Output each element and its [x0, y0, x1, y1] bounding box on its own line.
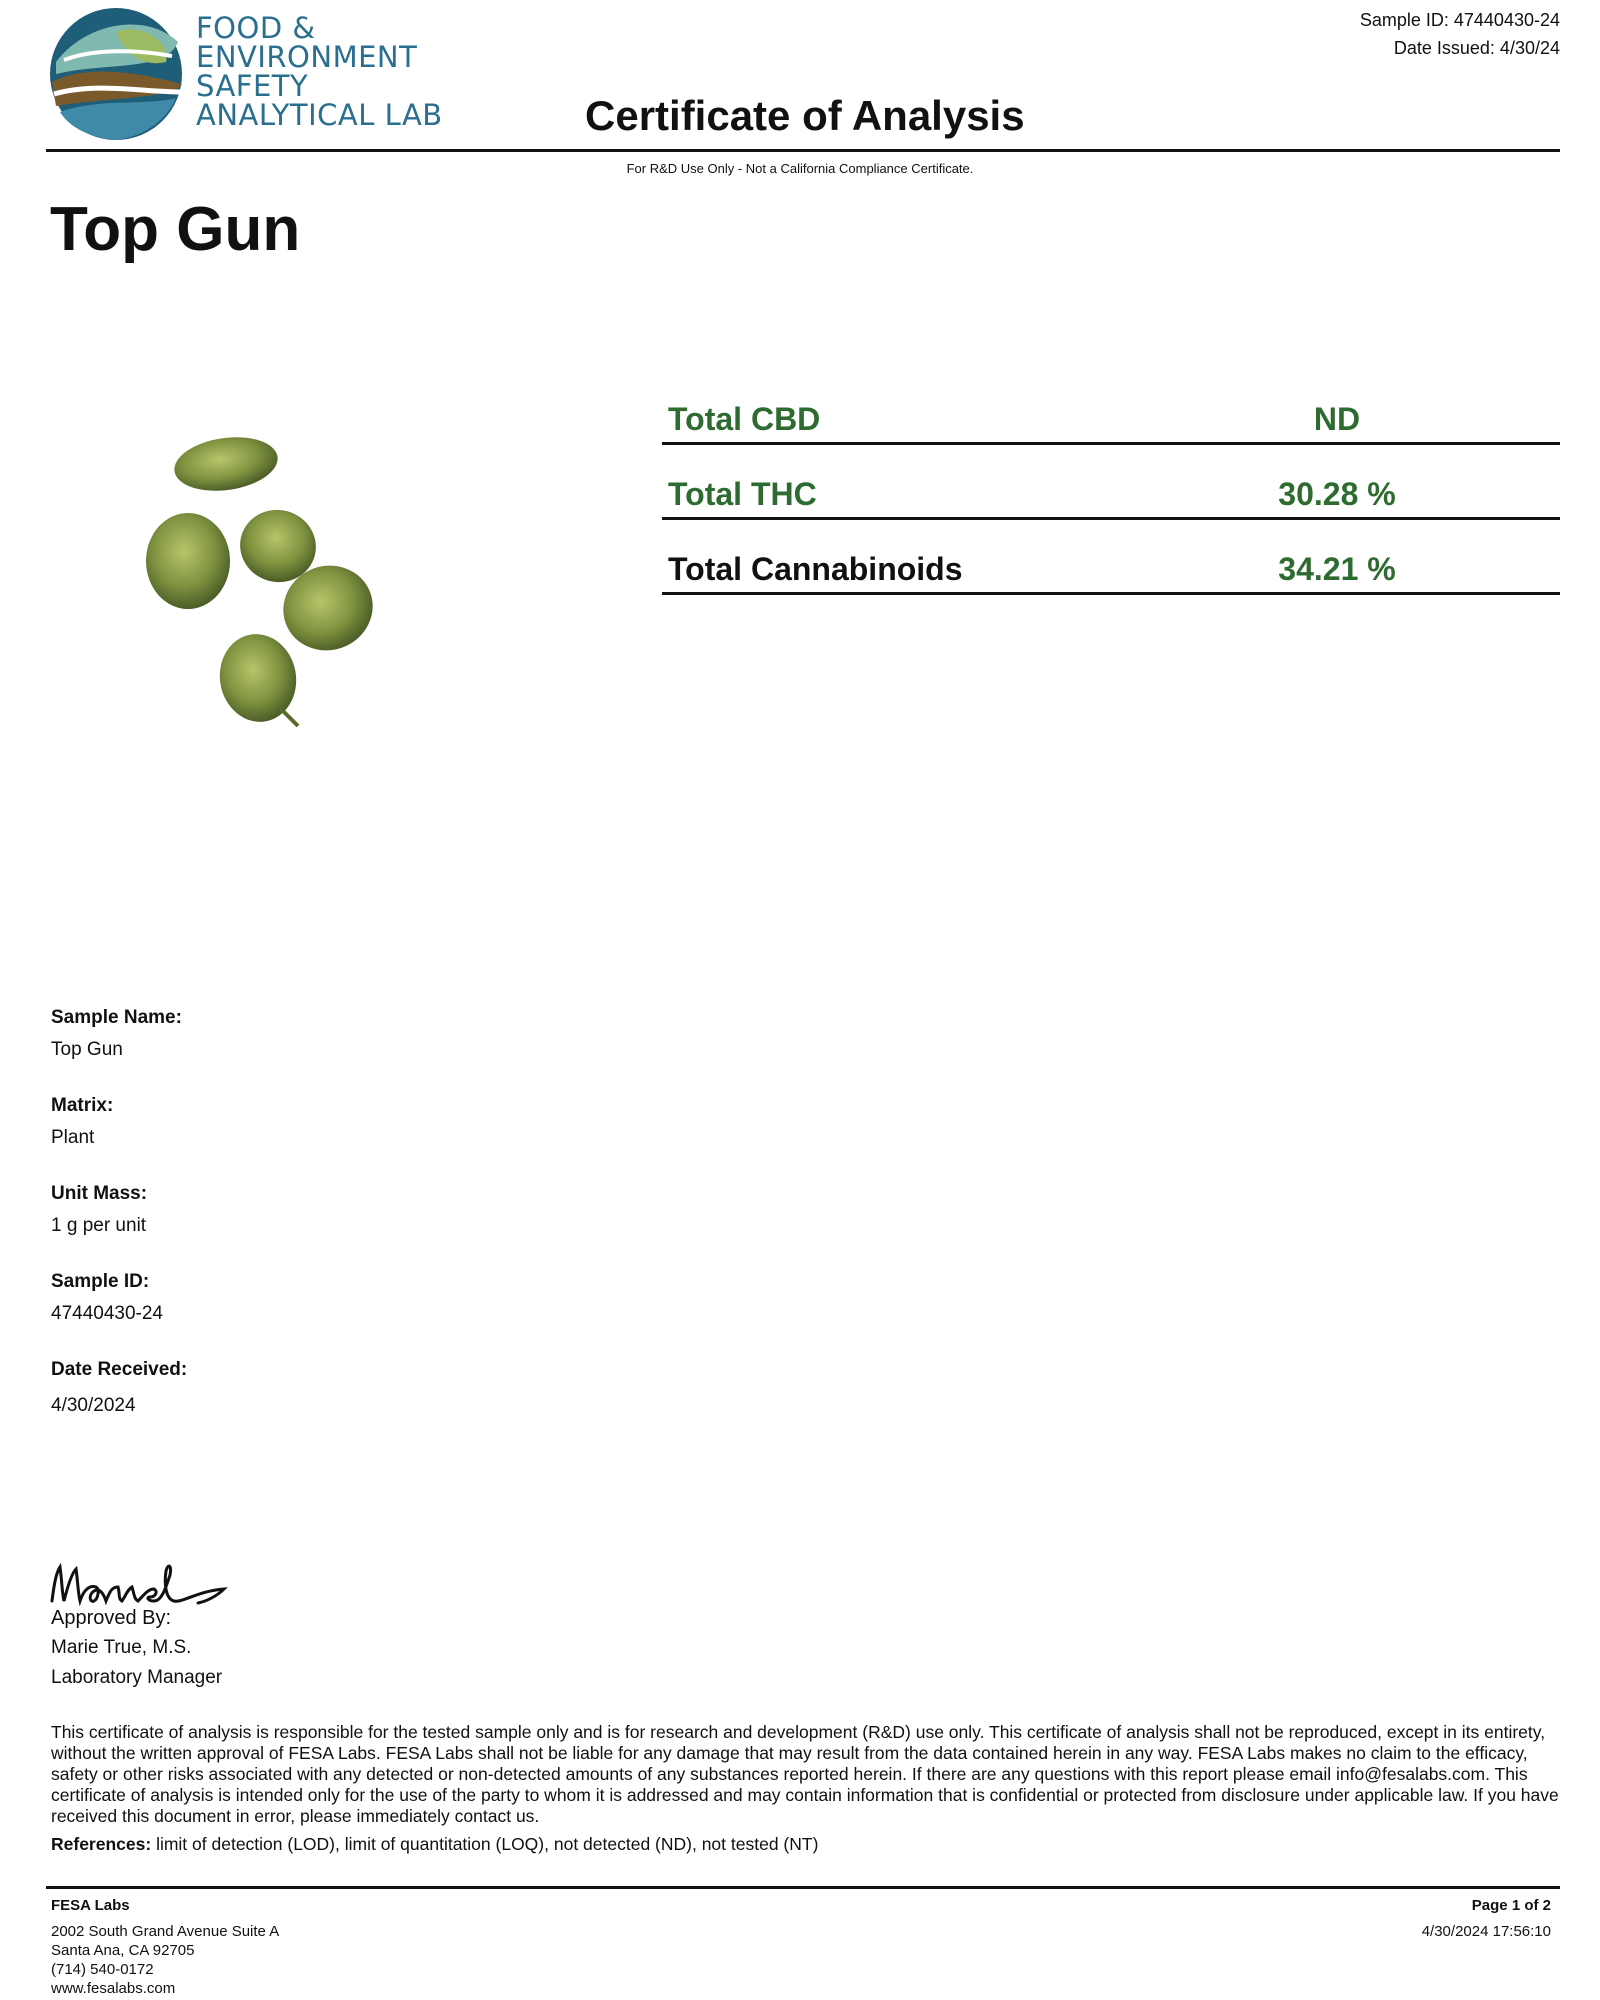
info-value: Top Gun	[51, 1039, 123, 1060]
footer-divider	[46, 1886, 1560, 1889]
disclaimer-text: This certificate of analysis is responsible for the tested sample only and is for research and development (R&D) use only. This certificate of analysis shall not be reproduced, except in its entirety, without the written approval of FESA Labs. FESA Labs shall not be liable for any damage that may result from the data contained herein in any way. FESA Labs makes no claim to the efficacy, safety or other risks associated with any detected or non-detected amounts of any substances reported herein. If there are any questions with this report please email info@fesalabs.com. This certificate of analysis is intended only for the use of the party to whom it is addressed and may contain information that is confidential or protected from disclosure under applicable law. If you have received this document in error, please immediately contact us.	[51, 1722, 1559, 1826]
date-issued-line: Date Issued: 4/30/24	[1393, 38, 1560, 58]
approval-block	[51, 1603, 222, 1693]
product-name: Top Gun	[50, 195, 301, 264]
summary-label: Total Cannabinoids	[668, 551, 963, 587]
document-title: Certificate of Analysis	[585, 92, 1025, 139]
summary-label: Total THC	[668, 476, 817, 512]
summary-value: 30.28 %	[1278, 476, 1396, 512]
footer-address	[51, 1896, 279, 1998]
logo-text: FOOD & ENVIRONMENT SAFETY ANALYTICAL LAB	[196, 11, 443, 132]
references	[51, 1834, 1561, 1855]
info-sample-name	[51, 1002, 651, 1066]
approver-role: Laboratory Manager	[51, 1667, 223, 1688]
footer-phone: (714) 540-0172	[51, 1961, 154, 1978]
summary-value: ND	[1313, 401, 1361, 437]
compliance-note: For R&D Use Only - Not a California Compliance Certificate.	[626, 161, 974, 176]
bud-shape	[171, 436, 281, 497]
summary-label: Total CBD	[668, 401, 821, 437]
info-label: Sample Name:	[51, 1007, 182, 1028]
potency-summary	[662, 370, 1560, 595]
sample-photo	[138, 436, 388, 736]
bud-shape	[213, 628, 303, 728]
footer-address-line2: Santa Ana, CA 92705	[51, 1942, 195, 1959]
header-meta	[1360, 6, 1560, 62]
summary-row-cbd	[662, 370, 1560, 445]
footer-timestamp: 4/30/2024 17:56:10	[1421, 1923, 1551, 1940]
info-value: 47440430-24	[51, 1303, 163, 1324]
logo-emblem-icon	[46, 2, 186, 142]
sample-info	[51, 1002, 651, 1446]
info-value: 4/30/2024	[51, 1395, 136, 1416]
info-sample-id	[51, 1266, 651, 1330]
page-number: Page 1 of 2	[1471, 1897, 1551, 1914]
references-text: limit of detection (LOD), limit of quantitation (LOQ), not detected (ND), not tested (NT)	[151, 1834, 819, 1854]
info-unit-mass	[51, 1178, 651, 1242]
info-date-received	[51, 1354, 651, 1422]
footer-address-line1: 2002 South Grand Avenue Suite A	[51, 1923, 280, 1940]
info-value: Plant	[51, 1127, 95, 1148]
info-matrix	[51, 1090, 651, 1154]
summary-value: 34.21 %	[1278, 551, 1396, 587]
lab-logo	[46, 2, 446, 142]
info-label: Sample ID:	[51, 1271, 150, 1292]
summary-row-total-cannabinoids	[662, 520, 1560, 595]
info-label: Matrix:	[51, 1095, 114, 1116]
footer-page-info	[1422, 1896, 1551, 1941]
approved-by-label: Approved By:	[51, 1607, 172, 1629]
info-label: Unit Mass:	[51, 1183, 148, 1204]
bud-shape	[146, 513, 230, 609]
info-value: 1 g per unit	[51, 1215, 147, 1236]
approver-name: Marie True, M.S.	[51, 1637, 192, 1658]
references-label: References:	[51, 1834, 152, 1854]
footer-lab-name: FESA Labs	[51, 1897, 130, 1914]
sample-id-line: Sample ID: 47440430-24	[1359, 10, 1560, 30]
summary-row-thc	[662, 445, 1560, 520]
info-label: Date Received:	[51, 1359, 188, 1380]
header-divider	[46, 149, 1560, 152]
footer-website[interactable]: www.fesalabs.com	[51, 1980, 176, 1997]
